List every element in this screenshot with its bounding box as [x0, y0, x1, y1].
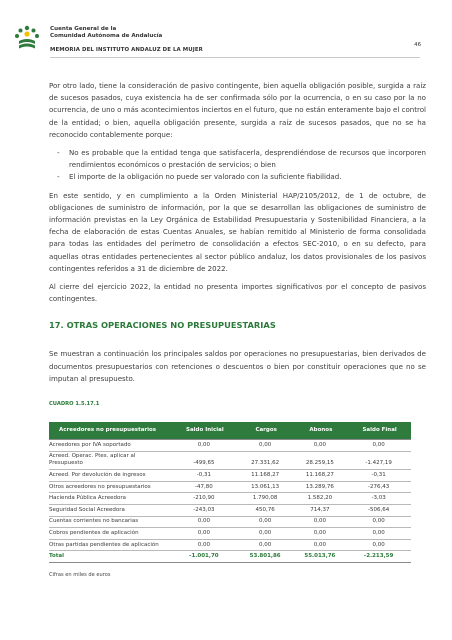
bullet-item [49, 171, 426, 183]
table-cell: 1.790,08 [239, 493, 294, 505]
bullet-text: El importe de la obligación no puede ser valorado con la suficiente fiabilidad. [69, 172, 342, 182]
bullet-dash: - [57, 172, 60, 182]
paragraph-section-intro: Se muestran a continuación los principales saldos por operaciones no presupuestarias, bien derivados de documentos presupuestarios con retenciones o descuentos o bien por constituir operaciones que no se imputan al presupuesto. [49, 349, 426, 383]
table-cell: 0,00 [348, 516, 411, 528]
row-label: Cobros pendientes de aplicación [49, 528, 171, 540]
header-divider [50, 57, 420, 58]
table-row [49, 528, 411, 540]
bullet-dash: - [57, 148, 60, 158]
table-row [49, 481, 411, 493]
table-row [49, 539, 411, 551]
row-label: Otros acreedores no presupuestarios [49, 481, 171, 493]
total-cell: -2.213,59 [348, 551, 411, 563]
creditors-table [49, 422, 411, 563]
table-cell: -0,31 [348, 470, 411, 482]
table-cell: -3,03 [348, 493, 411, 505]
bullet-list [49, 147, 426, 184]
table-cell: -276,43 [348, 481, 411, 493]
table-cell: 0,00 [171, 528, 239, 540]
paragraph-contingent-liability: Por otro lado, tiene la consideración de pasivo contingente, bien aquella obligación posible, surgida a raíz de sucesos pasados, cuya existencia ha de ser confirmada sólo por la ocurrencia, o en su caso por la no ocurrencia, de uno o más acontecimientos inciertos en el futuro, que no están enteramente bajo el control de la entidad; o bien, aquella obligación presente, surgida a raíz de sucesos pasados, que no se ha reconocido contablemente porque: [49, 81, 426, 139]
table-cell: 0,00 [348, 539, 411, 551]
total-cell: 53.801,86 [239, 551, 294, 563]
table-cell: 13.061,13 [239, 481, 294, 493]
row-label: Acreed. Por devolución de ingresos [49, 470, 171, 482]
bullet-item [49, 147, 426, 171]
table-cell: 0,00 [294, 516, 349, 528]
table-cell: -47,80 [171, 481, 239, 493]
table-cell: 450,76 [239, 505, 294, 517]
table-cell: 0,00 [294, 528, 349, 540]
row-label: Hacienda Pública Acreedora [49, 493, 171, 505]
table-header-row [49, 422, 411, 440]
table-cell: 0,00 [239, 528, 294, 540]
header-title-line1: Cuenta General de la [50, 26, 117, 32]
column-header: Cargos [239, 422, 294, 440]
table-cell: -243,03 [171, 505, 239, 517]
total-cell: 55.013,76 [294, 551, 349, 563]
table-cell: 0,00 [348, 440, 411, 452]
column-header: Saldo Final [348, 422, 411, 440]
row-label: Cuentas corrientes no bancarias [49, 516, 171, 528]
table-cell: 0,00 [294, 539, 349, 551]
andalusia-logo-icon [13, 25, 41, 51]
header-title-line2: Comunidad Autónoma de Andalucía [50, 33, 163, 39]
table-cell: 0,00 [171, 516, 239, 528]
table-cell: 28.259,15 [294, 451, 349, 470]
row-label: Acreedores por IVA soportado [49, 440, 171, 452]
table-cell: 714,37 [294, 505, 349, 517]
table-caption: CUADRO 1.5.17.1 [49, 401, 100, 408]
table-cell: 1.582,20 [294, 493, 349, 505]
table-cell: 0,00 [239, 516, 294, 528]
row-label: Otras partidas pendientes de aplicación [49, 539, 171, 551]
table-total-row [49, 551, 411, 563]
table-row [49, 451, 411, 470]
table-cell: -210,90 [171, 493, 239, 505]
bullet-text: No es probable que la entidad tenga que satisfacerla, desprendiéndose de recursos que incorporen rendimientos económicos o prestación de servicios; o bien [69, 148, 426, 170]
table-row [49, 470, 411, 482]
table-cell: 13.289,76 [294, 481, 349, 493]
total-cell: -1.001,70 [171, 551, 239, 563]
table-cell: 11.168,27 [239, 470, 294, 482]
table-cell: -499,65 [171, 451, 239, 470]
table-cell: 0,00 [171, 440, 239, 452]
table-footnote: Cifras en miles de euros [49, 572, 111, 578]
column-header: Abonos [294, 422, 349, 440]
table-row [49, 493, 411, 505]
table-row [49, 440, 411, 452]
row-label: Seguridad Social Acreedora [49, 505, 171, 517]
column-header: Acreedores no presupuestarios [49, 422, 171, 440]
paragraph-year-end: Al cierre del ejercicio 2022, la entidad no presenta importes significativos por el concepto de pasivos contingentes. [49, 282, 426, 304]
table-cell: -1.427,19 [348, 451, 411, 470]
table-cell: 27.331,62 [239, 451, 294, 470]
paragraph-ministerial-order: En este sentido, y en cumplimiento a la Orden Ministerial HAP/2105/2012, de 1 de octubre, de obligaciones de suministro de información, por la que se desarrollan las obligaciones de suministro de información previstas en la Ley Orgánica de Estabilidad Presupuestaria y Sostenibilidad Financiera, a la fecha de elaboración de estas Cuentas Anuales, se habían remitido al Ministerio de forma consolidada para todas las entidades del perímetro de consolidación a efectos SEC-2010, o en su defecto, para aquellas otras entidades pertenecientes al sector público andaluz, los datos provisionales de los pasivos contingentes referidos a 31 de diciembre de 2022. [49, 190, 426, 273]
table-cell: 0,00 [239, 539, 294, 551]
table-cell: 0,00 [348, 528, 411, 540]
table-row [49, 505, 411, 517]
page-number: 46 [414, 42, 421, 48]
section-title: 17. OTRAS OPERACIONES NO PRESUPUESTARIAS [49, 320, 276, 331]
row-label: Acreed. Operac. Ptes. aplicar al Presupuesto [49, 451, 171, 470]
header-document-title: MEMORIA DEL INSTITUTO ANDALUZ DE LA MUJER [50, 47, 203, 53]
table-row [49, 516, 411, 528]
table-cell: -506,64 [348, 505, 411, 517]
page-content [49, 80, 426, 581]
total-label: Total [49, 551, 171, 563]
table-cell: 0,00 [171, 539, 239, 551]
table-cell: 11.168,27 [294, 470, 349, 482]
table-cell: 0,00 [239, 440, 294, 452]
column-header: Saldo Inicial [171, 422, 239, 440]
table-cell: -0,31 [171, 470, 239, 482]
table-cell: 0,00 [294, 440, 349, 452]
